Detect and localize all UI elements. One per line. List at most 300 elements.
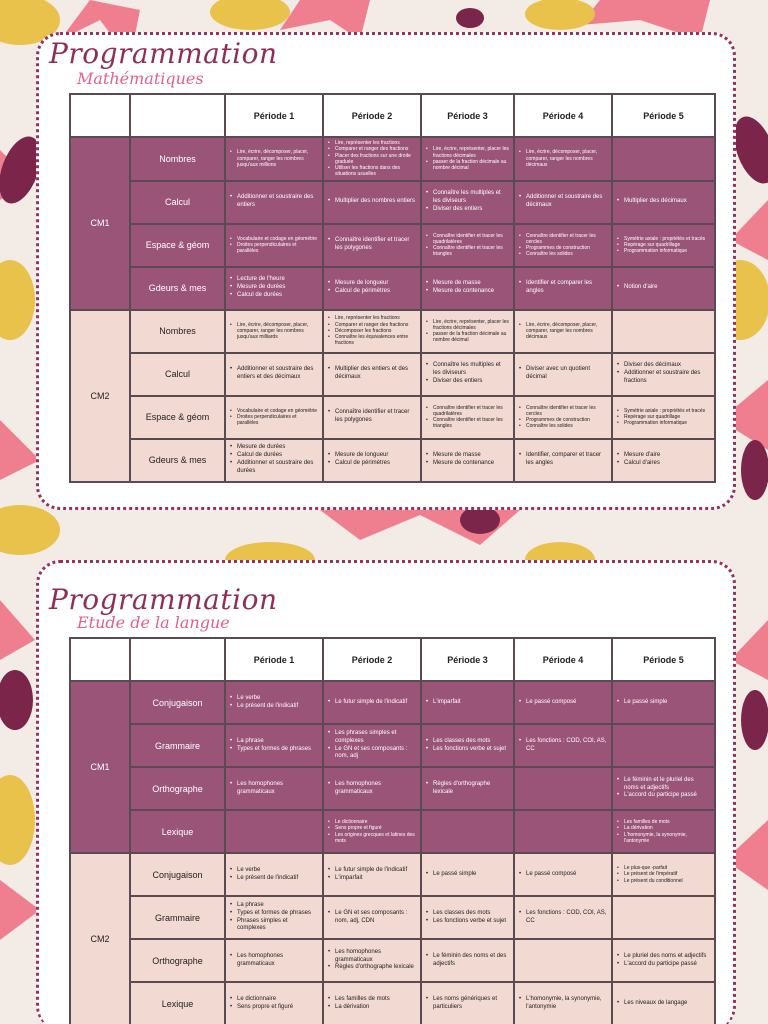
list-item: • Le passé composé — [519, 699, 607, 707]
list-item: • L'accord du participe passé — [617, 792, 710, 800]
domain-label: Calcul — [130, 353, 225, 396]
list-item: • Lire, représenter les fractions — [328, 140, 416, 146]
program-cell — [612, 939, 715, 982]
program-cell — [514, 267, 612, 310]
list-item: • Les origines grecques et latines des mots — [328, 832, 416, 845]
program-cell — [323, 939, 421, 982]
program-cell — [421, 224, 514, 267]
level-label: CM2 — [70, 853, 130, 1024]
domain-label: Calcul — [130, 181, 225, 224]
skill-list — [328, 452, 416, 468]
empty-header-cell — [70, 638, 130, 681]
list-item: • Droites perpendiculaires et parallèles — [230, 242, 318, 255]
program-cell — [612, 181, 715, 224]
skill-list — [519, 405, 607, 430]
table-row — [70, 724, 715, 767]
skill-list — [328, 819, 416, 844]
list-item: • Connaître identifier et tracer les cercles — [519, 233, 607, 246]
list-item: • Additionner et soustraire des entiers — [230, 194, 318, 210]
list-item: • Mesure de contenance — [426, 460, 509, 468]
program-cell — [323, 181, 421, 224]
list-item: • Le plus-que -parfait — [617, 865, 710, 871]
list-item: • Connaître les multiples et les diviseurs — [426, 362, 509, 378]
list-item: • Utiliser les fractions dans des situations usuelles — [328, 165, 416, 178]
domain-label: Grammaire — [130, 896, 225, 939]
list-item: • Le verbe — [230, 695, 318, 703]
period-header: Période 1 — [225, 94, 323, 137]
skill-list — [328, 140, 416, 178]
list-item: • Les homophones grammaticaux — [230, 953, 318, 969]
skill-list — [617, 777, 710, 800]
skill-list — [519, 233, 607, 258]
table-row — [70, 353, 715, 396]
skill-list — [328, 781, 416, 797]
list-item: • La phrase — [230, 738, 318, 746]
list-item: • Les fonctions verbe et sujet — [426, 746, 509, 754]
list-item: • Le présent de l'indicatif — [230, 703, 318, 711]
list-item: • Programmation informatique — [617, 420, 710, 426]
program-cell — [421, 982, 514, 1024]
program-cell — [323, 896, 421, 939]
skill-list — [328, 699, 416, 707]
list-item: • Règles d'orthographe lexicale — [328, 964, 416, 972]
table-row — [70, 896, 715, 939]
list-item: • Programmation informatique — [617, 248, 710, 254]
list-item: • Les classes des mots — [426, 738, 509, 746]
program-cell — [225, 267, 323, 310]
skill-list — [426, 738, 509, 754]
program-cell — [323, 439, 421, 482]
skill-list — [230, 738, 318, 754]
list-item: • L'homonymie, la synonymie, l'antonymie — [519, 996, 607, 1012]
skill-list — [328, 910, 416, 926]
list-item: • Le passé simple — [617, 699, 710, 707]
skill-list — [230, 781, 318, 797]
empty-header-cell — [70, 94, 130, 137]
skill-list — [519, 280, 607, 296]
langue-title: Programmation — [49, 583, 278, 616]
list-item: • La phrase — [230, 902, 318, 910]
list-item: • L'imparfait — [328, 875, 416, 883]
program-cell — [514, 396, 612, 439]
empty-header-cell — [130, 94, 225, 137]
domain-label: Espace & géom — [130, 396, 225, 439]
skill-list — [519, 194, 607, 210]
table-row — [70, 310, 715, 353]
program-cell — [225, 439, 323, 482]
list-item: • Le pluriel des noms et adjectifs — [617, 953, 710, 961]
list-item: • Le passé composé — [519, 871, 607, 879]
period-header-row — [70, 638, 715, 681]
skill-list — [617, 953, 710, 969]
skill-list — [617, 236, 710, 255]
list-item: • L'accord du participe passé — [617, 961, 710, 969]
period-header: Période 2 — [323, 638, 421, 681]
skill-list — [426, 280, 509, 296]
program-cell — [225, 896, 323, 939]
list-item: • Sens propre et figuré — [230, 1004, 318, 1012]
list-item: • Vocabulaire et codage en géométrie — [230, 408, 318, 414]
level-label: CM1 — [70, 137, 130, 310]
program-cell — [225, 137, 323, 181]
domain-label: Nombres — [130, 137, 225, 181]
program-cell — [323, 310, 421, 353]
domain-label: Gdeurs & mes — [130, 267, 225, 310]
program-cell — [421, 396, 514, 439]
list-item: • Le dictionnaire — [230, 996, 318, 1004]
skill-list — [230, 408, 318, 427]
program-cell — [514, 681, 612, 724]
list-item: • Identifier et comparer les angles — [519, 280, 607, 296]
skill-list — [519, 149, 607, 168]
period-header: Période 3 — [421, 94, 514, 137]
skill-list — [426, 781, 509, 797]
skill-list — [519, 452, 607, 468]
period-header: Période 5 — [612, 94, 715, 137]
list-item: • Comparer et ranger des fractions — [328, 322, 416, 328]
list-item: • Règles d'orthographe lexicale — [426, 781, 509, 797]
list-item: • Phrases simples et complexes — [230, 918, 318, 934]
table-row — [70, 681, 715, 724]
table-row — [70, 982, 715, 1024]
list-item: • Programmes de construction — [519, 245, 607, 251]
skill-list — [426, 362, 509, 385]
domain-label: Espace & géom — [130, 224, 225, 267]
domain-label: Lexique — [130, 982, 225, 1024]
domain-label: Orthographe — [130, 767, 225, 810]
list-item: • Additionner et soustraire des fractions — [617, 370, 710, 386]
list-item: • Lire, écrire, décomposer, placer, comparer, ranger les nombres décimaux — [519, 322, 607, 341]
list-item: • Lire, écrire, décomposer, placer, comparer, ranger les nombres jusqu'aux millions — [230, 149, 318, 168]
skill-list — [426, 319, 509, 344]
table-row — [70, 267, 715, 310]
langue-subtitle: Etude de la langue — [77, 613, 230, 632]
program-cell — [323, 681, 421, 724]
skill-list — [328, 409, 416, 425]
domain-label: Conjugaison — [130, 681, 225, 724]
program-cell — [225, 767, 323, 810]
program-cell — [323, 724, 421, 767]
program-cell — [421, 681, 514, 724]
skill-list — [230, 902, 318, 933]
list-item: • Le futur simple de l'indicatif — [328, 699, 416, 707]
period-header-row — [70, 94, 715, 137]
list-item: • Les fonctions : COD, COI, AS, CC — [519, 738, 607, 754]
skill-list — [617, 452, 710, 468]
list-item: • Le verbe — [230, 867, 318, 875]
skill-list — [230, 953, 318, 969]
list-item: • Connaître identifier et tracer les triangles — [426, 245, 509, 258]
skill-list — [426, 233, 509, 258]
table-row — [70, 853, 715, 896]
domain-label: Lexique — [130, 810, 225, 853]
list-item: • Lecture de l'heure — [230, 276, 318, 284]
list-item: • Les familles de mots — [328, 996, 416, 1004]
program-cell — [612, 439, 715, 482]
list-item: • passer de la fraction décimale au nombre décimal — [426, 159, 509, 172]
program-cell — [514, 982, 612, 1024]
skill-list — [426, 910, 509, 926]
list-item: • Connaître les équivalences entre fractions — [328, 334, 416, 347]
langue-programmation-card — [36, 560, 736, 1024]
list-item: • Vocabulaire et codage en géométrie — [230, 236, 318, 242]
program-cell — [421, 310, 514, 353]
program-cell — [225, 181, 323, 224]
domain-label: Orthographe — [130, 939, 225, 982]
period-header: Période 5 — [612, 638, 715, 681]
program-cell — [323, 810, 421, 853]
list-item: • Calcul de durées — [230, 452, 318, 460]
list-item: • Placer des fractions sur une droite graduée — [328, 153, 416, 166]
period-header: Période 3 — [421, 638, 514, 681]
skill-list — [617, 699, 710, 707]
program-cell — [323, 353, 421, 396]
list-item: • La dérivation — [328, 1004, 416, 1012]
list-item: • Le passé simple — [426, 871, 509, 879]
skill-list — [617, 198, 710, 206]
list-item: • Lire, écrire, représenter, placer les fractions décimales — [426, 146, 509, 159]
skill-list — [426, 146, 509, 171]
list-item: • Mesure de contenance — [426, 288, 509, 296]
list-item: • Les noms génériques et particuliers — [426, 996, 509, 1012]
program-cell — [421, 767, 514, 810]
list-item: • Connaître identifier et tracer les quadrilatères — [426, 233, 509, 246]
list-item: • Types et formes de phrases — [230, 910, 318, 918]
list-item: • Identifier, comparer et tracer les angles — [519, 452, 607, 468]
list-item: • Additionner et soustraire des décimaux — [519, 194, 607, 210]
domain-label: Nombres — [130, 310, 225, 353]
list-item: • Connaître identifier et tracer les quadrilatères — [426, 405, 509, 418]
program-cell — [612, 896, 715, 939]
list-item: • Décomposer les fractions — [328, 328, 416, 334]
skill-list — [328, 996, 416, 1012]
level-label: CM1 — [70, 681, 130, 853]
period-header: Période 4 — [514, 94, 612, 137]
skill-list — [519, 366, 607, 382]
program-cell — [421, 181, 514, 224]
skill-list — [328, 280, 416, 296]
math-subtitle: Mathématiques — [77, 69, 204, 88]
list-item: • L'imparfait — [426, 699, 509, 707]
period-header: Période 2 — [323, 94, 421, 137]
list-item: • Mesure d'aire — [617, 452, 710, 460]
skill-list — [230, 194, 318, 210]
program-cell — [421, 353, 514, 396]
skill-list — [426, 996, 509, 1012]
list-item: • Symétrie axiale : propriétés et tracés — [617, 236, 710, 242]
program-cell — [514, 353, 612, 396]
program-cell — [421, 724, 514, 767]
list-item: • Connaître les solides — [519, 423, 607, 429]
skill-list — [230, 695, 318, 711]
program-cell — [323, 224, 421, 267]
list-item: • Connaître les multiples et les diviseurs — [426, 190, 509, 206]
table-row — [70, 224, 715, 267]
list-item: • Le GN et ses composants : nom, adj, CDN — [328, 910, 416, 926]
list-item: • Lire, représenter les fractions — [328, 315, 416, 321]
list-item: • Le féminin et le pluriel des noms et adjectifs — [617, 777, 710, 793]
table-row — [70, 939, 715, 982]
skill-list — [426, 452, 509, 468]
skill-list — [519, 996, 607, 1012]
skill-list — [230, 236, 318, 255]
skill-list — [519, 910, 607, 926]
list-item: • Types et formes de phrases — [230, 746, 318, 754]
list-item: • Mesure de durées — [230, 284, 318, 292]
skill-list — [230, 322, 318, 341]
level-label: CM2 — [70, 310, 130, 482]
skill-list — [328, 237, 416, 253]
list-item: • Le futur simple de l'indicatif — [328, 867, 416, 875]
program-cell — [421, 853, 514, 896]
program-cell — [225, 310, 323, 353]
list-item: • Multiplier des entiers et des décimaux — [328, 366, 416, 382]
period-header: Période 1 — [225, 638, 323, 681]
list-item: • Calcul de périmètres — [328, 460, 416, 468]
skill-list — [230, 444, 318, 475]
skill-list — [328, 949, 416, 972]
table-row — [70, 810, 715, 853]
list-item: • L'homonymie, la synonymie, l'antonymie — [617, 832, 710, 845]
program-cell — [225, 681, 323, 724]
math-programmation-card — [36, 32, 736, 510]
list-item: • Additionner et soustraire des entiers et des décimaux — [230, 366, 318, 382]
list-item: • Repérage sur quadrillage — [617, 414, 710, 420]
program-cell — [514, 137, 612, 181]
list-item: • Mesure de durées — [230, 444, 318, 452]
list-item: • Calcul de durées — [230, 292, 318, 300]
list-item: • Multiplier des nombres entiers — [328, 198, 416, 206]
list-item: • Symétrie axiale : propriétés et tracés — [617, 408, 710, 414]
list-item: • Les classes des mots — [426, 910, 509, 918]
program-cell — [514, 724, 612, 767]
list-item: • Multiplier des décimaux — [617, 198, 710, 206]
skill-list — [328, 730, 416, 761]
skill-list — [426, 871, 509, 879]
skill-list — [617, 362, 710, 385]
table-row — [70, 439, 715, 482]
list-item: • La dérivation — [617, 825, 710, 831]
program-cell — [225, 396, 323, 439]
list-item: • Droites perpendiculaires et parallèles — [230, 414, 318, 427]
list-item: • Calcul de périmètres — [328, 288, 416, 296]
skill-list — [230, 149, 318, 168]
program-cell — [612, 853, 715, 896]
program-cell — [421, 810, 514, 853]
skill-list — [617, 408, 710, 427]
program-cell — [612, 353, 715, 396]
program-cell — [323, 982, 421, 1024]
program-cell — [612, 137, 715, 181]
list-item: • Connaître identifier et tracer les cercles — [519, 405, 607, 418]
list-item: • Le GN et ses composants : nom, adj — [328, 746, 416, 762]
program-cell — [514, 310, 612, 353]
program-cell — [225, 224, 323, 267]
program-cell — [514, 853, 612, 896]
list-item: • Connaître les solides — [519, 251, 607, 257]
period-header: Période 4 — [514, 638, 612, 681]
list-item: • Le présent du conditionnel — [617, 878, 710, 884]
program-cell — [612, 810, 715, 853]
program-cell — [514, 896, 612, 939]
program-cell — [421, 939, 514, 982]
list-item: • Additionner et soustraire des durées — [230, 460, 318, 476]
program-cell — [612, 767, 715, 810]
program-cell — [323, 853, 421, 896]
list-item: • Diviser avec un quotient décimal — [519, 366, 607, 382]
skill-list — [426, 190, 509, 213]
program-cell — [612, 224, 715, 267]
program-cell — [514, 939, 612, 982]
table-row — [70, 181, 715, 224]
list-item: • Les familles de mots — [617, 819, 710, 825]
list-item: • Comparer et ranger des fractions — [328, 146, 416, 152]
list-item: • Les homophones grammaticaux — [230, 781, 318, 797]
program-cell — [225, 853, 323, 896]
table-row — [70, 767, 715, 810]
list-item: • Les fonctions verbe et sujet — [426, 918, 509, 926]
skill-list — [617, 865, 710, 884]
program-cell — [225, 724, 323, 767]
skill-list — [617, 284, 710, 292]
list-item: • Les homophones grammaticaux — [328, 781, 416, 797]
list-item: • Calcul d'aires — [617, 460, 710, 468]
list-item: • passer de la fraction décimale au nombre décimal — [426, 331, 509, 344]
domain-label: Conjugaison — [130, 853, 225, 896]
list-item: • Le dictionnaire — [328, 819, 416, 825]
list-item: • Mesure de masse — [426, 280, 509, 288]
skill-list — [328, 198, 416, 206]
skill-list — [426, 699, 509, 707]
program-cell — [323, 137, 421, 181]
list-item: • Le présent de l'indicatif — [230, 875, 318, 883]
list-item: • Programmes de construction — [519, 417, 607, 423]
skill-list — [519, 699, 607, 707]
skill-list — [519, 738, 607, 754]
program-cell — [225, 353, 323, 396]
skill-list — [519, 322, 607, 341]
domain-label: Gdeurs & mes — [130, 439, 225, 482]
list-item: • Repérage sur quadrillage — [617, 242, 710, 248]
program-cell — [323, 267, 421, 310]
program-cell — [421, 267, 514, 310]
list-item: • Lire, écrire, décomposer, placer, comparer, ranger les nombres jusqu'aux milliards — [230, 322, 318, 341]
program-cell — [612, 681, 715, 724]
list-item: • Les phrases simples et complexes — [328, 730, 416, 746]
program-cell — [612, 724, 715, 767]
skill-list — [328, 867, 416, 883]
math-programmation-table — [69, 93, 716, 483]
program-cell — [323, 767, 421, 810]
list-item: • Connaître identifier et tracer les polygones — [328, 237, 416, 253]
list-item: • Notion d'aire — [617, 284, 710, 292]
list-item: • Les homophones grammaticaux — [328, 949, 416, 965]
program-cell — [514, 810, 612, 853]
program-cell — [612, 982, 715, 1024]
domain-label: Grammaire — [130, 724, 225, 767]
skill-list — [230, 276, 318, 299]
program-cell — [225, 939, 323, 982]
list-item: • Diviser des entiers — [426, 378, 509, 386]
program-cell — [421, 137, 514, 181]
skill-list — [230, 366, 318, 382]
program-cell — [514, 767, 612, 810]
program-cell — [612, 267, 715, 310]
program-cell — [323, 396, 421, 439]
program-cell — [612, 310, 715, 353]
skill-list — [328, 366, 416, 382]
list-item: • Sens propre et figuré — [328, 825, 416, 831]
